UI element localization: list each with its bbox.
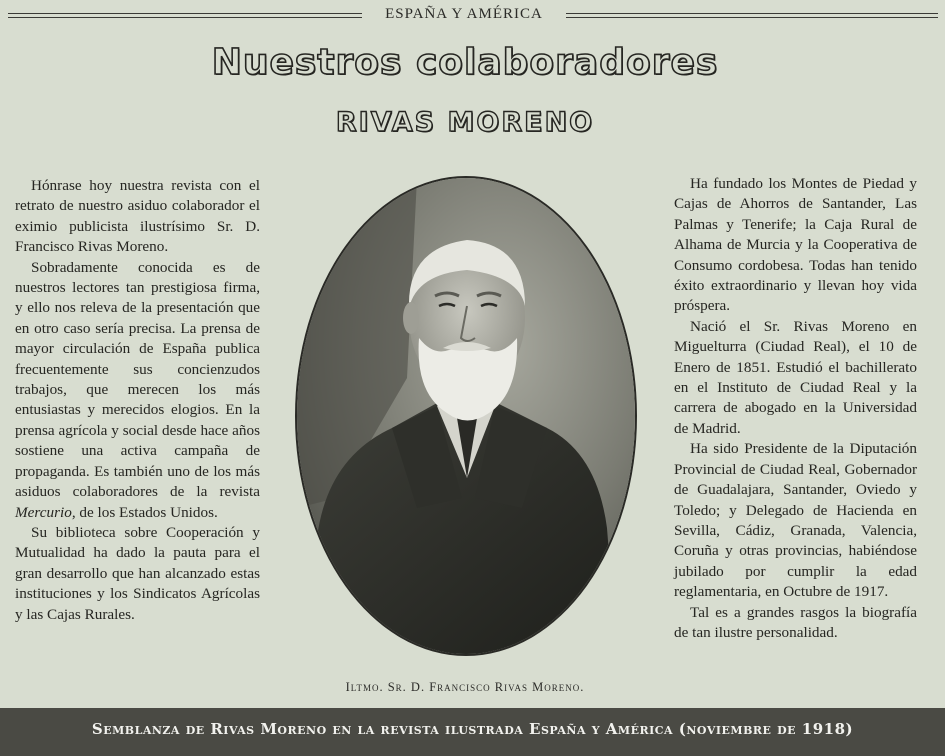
mercurio-title: Mercurio [15,503,72,521]
left-paragraph-3: Su biblioteca sobre Cooperación y Mutualidad ha dado la pauta para el gran desarrollo que han alcanzado estas instituciones y los Sindicatos Agrícolas y las Cajas Rurales. [15,523,260,623]
left-paragraph-1: Hónrase hoy nuestra revista con el retrato de nuestro asiduo colaborador el eximio publicista ilustrísimo Sr. D. Francisco Rivas Moreno. [15,177,260,256]
portrait-oval [295,176,637,656]
banner-caption-text: Semblanza de Rivas Moreno en la revista ilustrada España y América (noviembre de 1918) [91,720,854,738]
header-rule-right [566,13,938,18]
right-paragraph-3: Ha sido Presidente de la Diputación Provincial de Ciudad Real, Gobernador de Guadalajara, Santander, Oviedo y Toledo; y Delegado de Hacienda en Sevilla, Cádiz, Granada, Valencia, Coruña y otras provincias, habiéndose jubilado por cumplir la edad reglamentaria, en Octubre de 1917. [674,440,917,601]
magazine-name: ESPAÑA Y AMÉRICA [385,6,543,22]
article-title: Nuestros colaboradores [211,42,719,83]
ear [403,302,419,334]
right-paragraph-2: Nació el Sr. Rivas Moreno en Miguelturra (Ciudad Real), el 10 de Enero de 1851. Estudió el bachillerato en el Instituto de Ciudad Real y la carrera de abogado en la Universidad de Madrid. [674,317,917,437]
right-text-column [674,174,917,643]
portrait-photo [297,178,637,656]
left-paragraph-2-text: Sobradamente conocida es de nuestros lectores tan prestigiosa firma, y ello nos releva de la presentación que en otro caso sería precisa. La prensa de mayor circulación de España publica frecuentemente sus concienzudos trabajos, que merecen los más entusiastas y merecidos elogios. En la prensa agrícola y social desde hace años sostiene una activa campaña de propaganda. Es también uno de los más asiduos colaboradores de la revista [15,258,260,501]
header-rule-left [8,13,362,18]
portrait-caption: Iltmo. Sr. D. Francisco Rivas Moreno. [345,680,585,694]
right-paragraph-4: Tal es a grandes rasgos la biografía de tan ilustre personalidad. [674,603,917,641]
left-paragraph-2 [15,258,260,523]
left-text-column [15,176,260,625]
article-subtitle: RIVAS MORENO [335,107,595,138]
caption-banner [0,708,945,756]
right-paragraph-1: Ha fundado los Montes de Piedad y Cajas de Ahorros de Santander, Las Palmas y Tenerife; la Caja Rural de Alhama de Murcia y la Cooperativa de Consumo cordobesa. Todas han tenido éxito extraordinario y llevan hoy vida próspera. [674,175,917,315]
running-header [0,5,945,25]
left-paragraph-2-end: , de los Estados Unidos. [71,503,218,521]
